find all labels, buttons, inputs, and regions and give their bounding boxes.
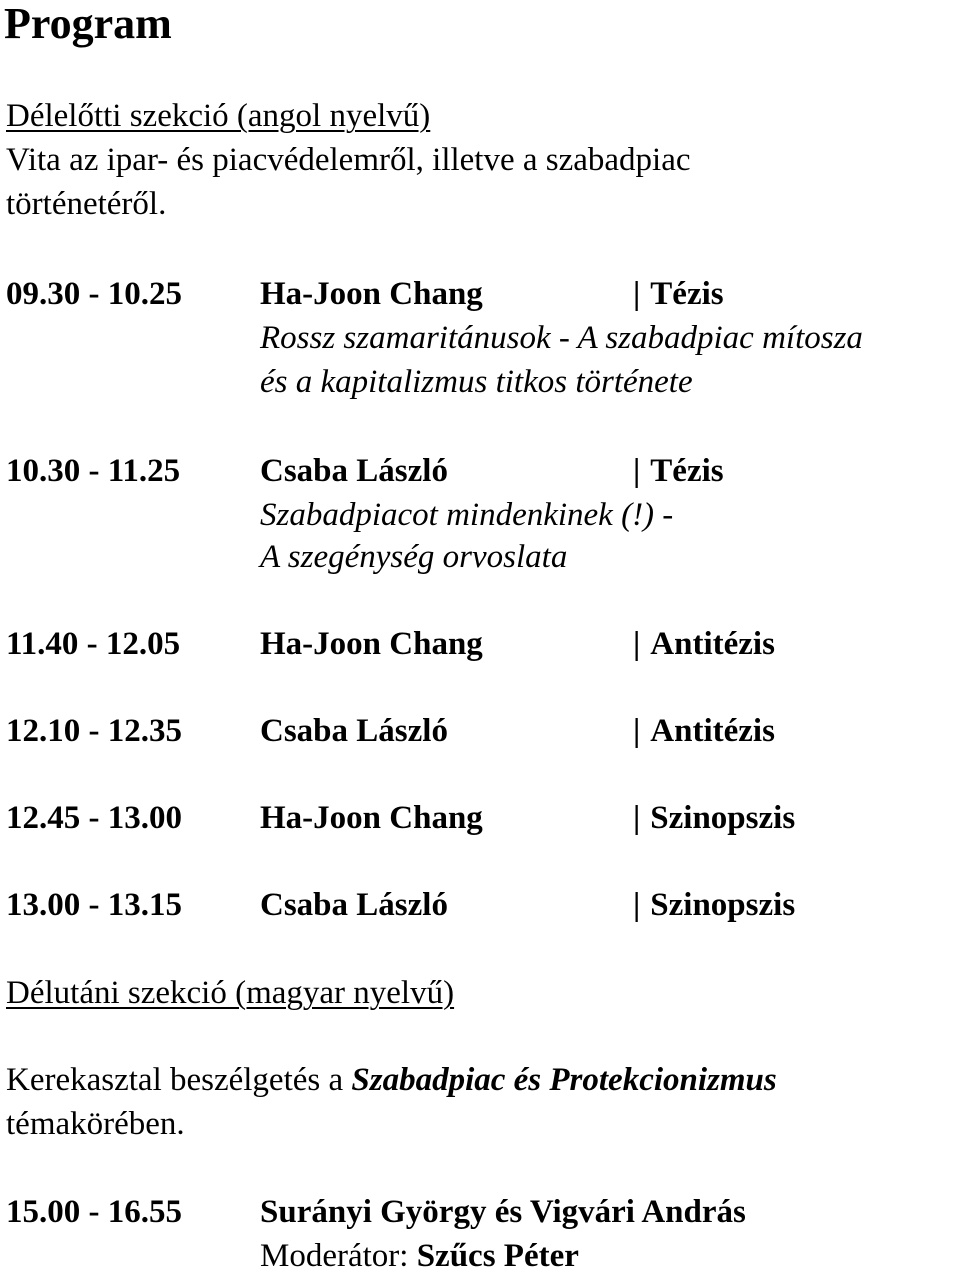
session-speaker: Ha-Joon Chang xyxy=(260,626,483,662)
session-speaker: Csaba László xyxy=(260,453,448,489)
moderator-label: Moderátor: xyxy=(260,1238,417,1274)
session-role-label: Tézis xyxy=(650,276,724,312)
roundtable-speakers: Surányi György és Vigvári András xyxy=(260,1194,746,1230)
session-subtitle-line-2: és a kapitalizmus titkos története xyxy=(260,364,693,400)
separator-bar: | xyxy=(633,276,641,312)
moderator-name: Szűcs Péter xyxy=(416,1238,579,1274)
afternoon-description-line-1 xyxy=(6,1058,777,1102)
session-subtitle-line-1: Szabadpiacot mindenkinek (!) - xyxy=(260,497,674,533)
session-time: 12.10 - 12.35 xyxy=(6,713,182,749)
morning-description-line-1: Vita az ipar- és piacvédelemről, illetve a szabadpiac xyxy=(6,142,691,178)
roundtable-time: 15.00 - 16.55 xyxy=(6,1194,182,1230)
afternoon-section-heading: Délutáni szekció (magyar nyelvű) xyxy=(6,975,455,1011)
morning-section-heading: Délelőtti szekció (angol nyelvű) xyxy=(6,98,431,134)
session-role xyxy=(633,796,795,840)
session-speaker: Ha-Joon Chang xyxy=(260,800,483,836)
afternoon-description-line-2: témakörében. xyxy=(6,1106,185,1142)
session-subtitle-line-1: Rossz szamaritánusok - A szabadpiac mítosza xyxy=(260,320,863,356)
morning-description-line-2: történetéről. xyxy=(6,186,167,222)
separator-bar: | xyxy=(633,887,641,923)
session-subtitle-line-2: A szegénység orvoslata xyxy=(260,539,568,575)
session-speaker: Csaba László xyxy=(260,887,448,923)
session-time: 09.30 - 10.25 xyxy=(6,276,182,312)
session-speaker: Ha-Joon Chang xyxy=(260,276,483,312)
session-time: 11.40 - 12.05 xyxy=(6,626,181,662)
session-time: 12.45 - 13.00 xyxy=(6,800,182,836)
session-role xyxy=(633,449,724,493)
session-role-label: Antitézis xyxy=(650,713,775,749)
afternoon-description-prefix: Kerekasztal beszélgetés a xyxy=(6,1062,352,1098)
session-role-label: Tézis xyxy=(650,453,724,489)
session-role-label: Antitézis xyxy=(650,626,775,662)
moderator-line xyxy=(260,1234,579,1278)
session-role-label: Szinopszis xyxy=(650,800,796,836)
session-role xyxy=(633,622,775,666)
separator-bar: | xyxy=(633,453,641,489)
separator-bar: | xyxy=(633,713,641,749)
session-role xyxy=(633,709,775,753)
session-role xyxy=(633,883,795,927)
session-time: 13.00 - 13.15 xyxy=(6,887,182,923)
separator-bar: | xyxy=(633,800,641,836)
separator-bar: | xyxy=(633,626,641,662)
session-time: 10.30 - 11.25 xyxy=(6,453,181,489)
afternoon-description-emphasis: Szabadpiac és Protekcionizmus xyxy=(351,1062,777,1098)
session-role xyxy=(633,272,724,316)
session-role-label: Szinopszis xyxy=(650,887,796,923)
session-speaker: Csaba László xyxy=(260,713,448,749)
page-title: Program xyxy=(4,0,172,48)
